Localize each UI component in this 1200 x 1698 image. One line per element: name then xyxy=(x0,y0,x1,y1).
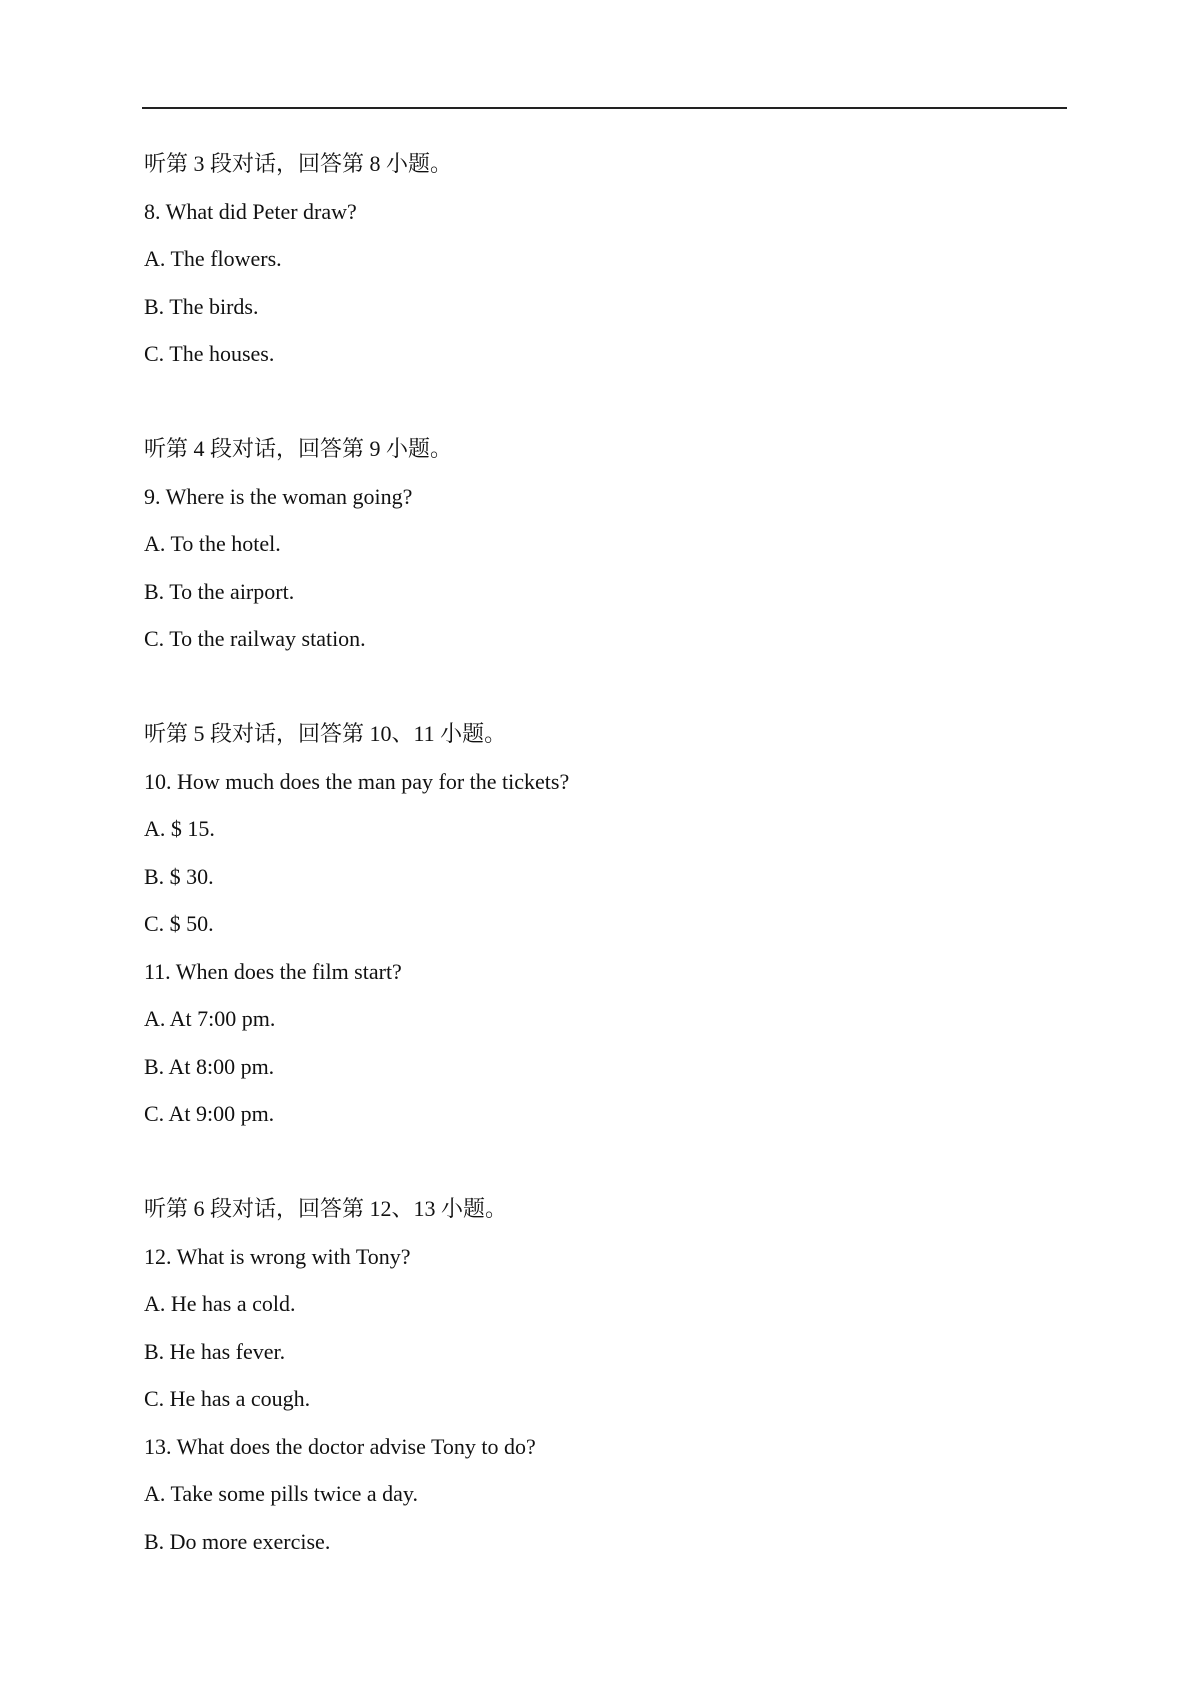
question-text: 12. What is wrong with Tony? xyxy=(144,1243,411,1269)
question-11 xyxy=(144,957,1064,1130)
question-text: 8. What did Peter draw? xyxy=(144,198,357,224)
question-12 xyxy=(144,1242,1064,1415)
question-9 xyxy=(144,482,1064,655)
option-b: B. At 8:00 pm. xyxy=(144,1053,275,1079)
option-c: C. The houses. xyxy=(144,341,275,366)
option-a: A. He has a cold. xyxy=(144,1291,296,1316)
header-rule xyxy=(142,107,1067,109)
option-a: A. To the hotel. xyxy=(144,531,281,556)
section-spacer xyxy=(144,1147,1064,1195)
option-c: C. He has a cough. xyxy=(144,1386,311,1411)
option-a: A. $ 15. xyxy=(144,816,215,841)
section-spacer xyxy=(144,387,1064,435)
question-text: 9. Where is the woman going? xyxy=(144,483,413,509)
option-a: A. Take some pills twice a day. xyxy=(144,1481,419,1506)
question-text: 10. How much does the man pay for the tickets? xyxy=(144,768,570,794)
section-heading: 听第 6 段对话，回答第 12、13 小题。 xyxy=(144,1196,508,1221)
option-b: B. He has fever. xyxy=(144,1338,286,1364)
section-heading: 听第 3 段对话，回答第 8 小题。 xyxy=(144,151,453,176)
option-c: C. At 9:00 pm. xyxy=(144,1101,275,1126)
section-dialogue-4 xyxy=(144,434,1064,654)
section-spacer xyxy=(144,672,1064,720)
option-b: B. The birds. xyxy=(144,293,259,319)
section-heading: 听第 5 段对话，回答第 10、11 小题。 xyxy=(144,721,507,746)
question-text: 13. What does the doctor advise Tony to do? xyxy=(144,1433,536,1459)
option-b: B. $ 30. xyxy=(144,863,214,889)
section-heading: 听第 4 段对话，回答第 9 小题。 xyxy=(144,436,453,461)
option-b: B. Do more exercise. xyxy=(144,1528,331,1554)
question-10 xyxy=(144,767,1064,940)
option-a: A. At 7:00 pm. xyxy=(144,1006,276,1031)
option-c: C. To the railway station. xyxy=(144,626,366,651)
section-dialogue-5 xyxy=(144,719,1064,1129)
option-c: C. $ 50. xyxy=(144,911,214,936)
document-body xyxy=(144,149,1064,1574)
option-b: B. To the airport. xyxy=(144,578,295,604)
question-text: 11. When does the film start? xyxy=(144,958,402,984)
section-dialogue-3 xyxy=(144,149,1064,369)
question-8 xyxy=(144,197,1064,370)
question-13 xyxy=(144,1432,1064,1557)
section-dialogue-6 xyxy=(144,1194,1064,1557)
option-a: A. The flowers. xyxy=(144,246,282,271)
